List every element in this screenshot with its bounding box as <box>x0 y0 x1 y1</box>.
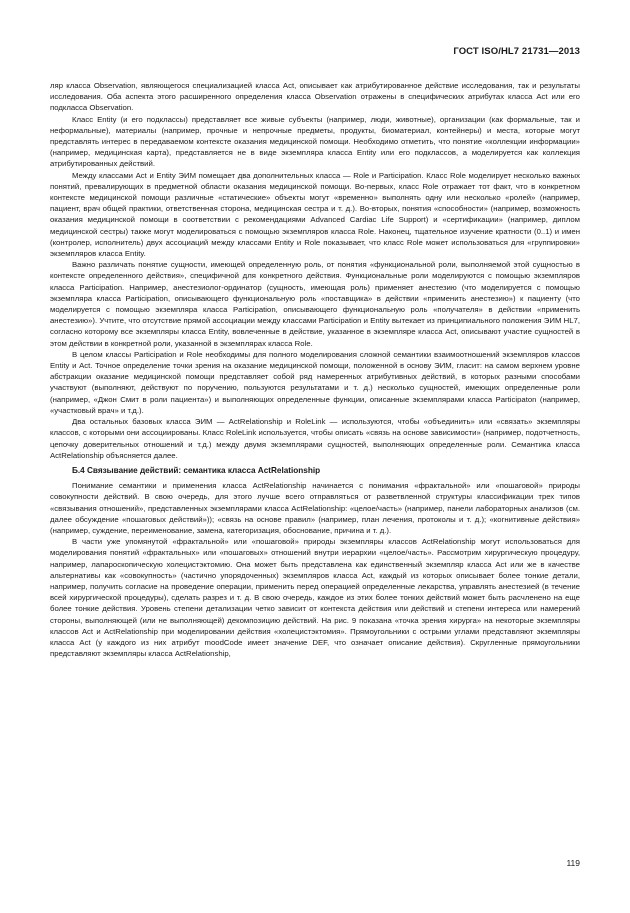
paragraph-actrelationship-semantics: Понимание семантики и применения класса ActRelationship начинается с понимания «фрактальной» или «пошаговой» природы совокупности действий. В свою очередь, для этого лучше всего отправляться от разветвленной структуры классификации трех типов «связывания отношений», представленных экземплярами класса ActRelationship: «целое/часть» (например, панели лабораторных анализов (см. далее обсуждение «пошаговых действий»)); «связь на основе правил» (например, план лечения, протоколы и т. д.); «когнитивные действия» (например, суждение, переименование, замена, категоризация, обоснование, причина и т. д.). <box>50 481 580 535</box>
paragraph-functional-roles: Важно различать понятие сущности, имеющей определенную роль, от понятия «функциональной роли, выполняемой этой сущностью в контексте определенного действия», специфичной для конкретного действия. Функциональные роли моделируются с помощью экземпляров класса Participation. Например, анестезиолог-ординатор (сущность, имеющая роль) применяет анестезию (что моделируется с помощью экземпляра класса Participation, описывающего функциональную роль «поставщика» в действии «применить анестезию») к пациенту (что моделируется с помощью экземпляра класса Participation, описывающего функциональную роль «получателя» в действии «применить анестезию»). Учтите, что отсутствие прямой ассоциации между классами Participation и Entity вытекает из принципиального положения ЭИМ HL7, согласно которому все экземпляры класса Entity, вовлеченные в действие, указанное в экземпляре класса Act, описывают участие сущностей в этом действии в конкретной роли, указанной в экземплярах класса Role. <box>50 260 580 348</box>
page-number: 119 <box>566 858 580 868</box>
paragraph-role-participation: Между классами Act и Entity ЭИМ помещает два дополнительных класса — Role и Participation. Класс Role моделирует несколько важных понятий, превалирующих в предметной области оказания медицинской помощи. Во-первых, класс Role отражает тот факт, что в конкретном контексте медицинской помощи различные «статические» объекты могут «временно» выполнять одну или несколько «ролей» (например, пациент, врач общей практики, ответственная сторона, медицинская сестра и т. д.). Во-вторых, понятия «способности» (например, возможность оказания медицинской помощи в соответствии с рекомендациями Advanced Cardiac Life Support) и «сертификации» (например, диплом медицинской сестры) также могут моделироваться с помощью экземпляров класса Role. Наконец, тщательное изучение кратности (0..1) и имен (контролер, исполнитель) двух ассоциаций между классами Entity и Role показывает, что класс Role может использоваться для «группировки» экземпляров класса Entity. <box>50 170 580 259</box>
page-body <box>50 80 580 659</box>
section-heading: Б.4 Связывание действий: семантика класса ActRelationship <box>72 465 321 475</box>
paragraph-continuation: ляр класса Observation, являющегося специализацией класса Act, описывает как атрибутированное действие исследования, так и результаты исследования. Оба аспекта этого расширенного определения класса Observation отражены в специфических атрибутах класса Act или его подкласса Observation. <box>50 81 580 113</box>
paragraph-summary-classes: В целом классы Participation и Role необходимы для полного моделирования сложной семантики взаимоотношений экземпляров классов Entity и Act. Точное определение точки зрения на оказание медицинской помощи, положенной в основу ЭИМ, гласит: на самом верхнем уровне абстракции оказание медицинской помощи представляет собой ряд намеренных атрибутивных действий, в которых разными способами участвуют (выполняют, действуют по поручению, пользуются результатами и т. д.) несколько сущностей, имеющих определенные роли (например, «Джон Смит в роли пациента») и выполняющих определенные функции, описанные экземплярами класса Participaton (например, «участковый врач» и т.д.). <box>50 349 580 415</box>
document-header: ГОСТ ISO/HL7 21731—2013 <box>453 46 580 57</box>
paragraph-fractal-nature: В части уже упомянутой «фрактальной» или «пошаговой» природы экземпляры классов ActRelationship могут использоваться для моделирования понятий «фрактальных» или «пошаговых» отношений внутри иерархии «целое/часть». Рассмотрим хирургическую процедуру, например, лапароскопическую холецистэктомию. Она может быть представлена как единственный экземпляр класса Act или же в качестве альтернативы как «совокупность» (частично упорядоченных) экземпляров класса Act, каждый из которых описывает более тонкие детали, например, получить согласие на проведение операции, применить перед операцией определенные лекарства, управлять анестезией (в течение всей хирургической процедуры), сделать разрез и т. д. В свою очередь, каждое из этих более тонких действий может быть расчленено на еще более тонкие действия. Уровень степени детализации четко зависит от контекста действия или действий и степени интереса или намерений стороны, выполняющей (или не выполняющей) декомпозицию действий. На рис. 9 показана «точка зрения хирурга» на некоторые экземпляры классов Act и ActRelationship при моделировании действия «холецистэктомия». Прямоугольники с острыми углами представляют экземпляры класса Act (у каждого из них атрибут moodCode имеет значение DEF, что означает описание действия). Скругленные прямоугольники представляют экземпляры класса ActRelationship, <box>50 537 580 659</box>
paragraph-entity-class: Класс Entity (и его подклассы) представляет все живые субъекты (например, люди, животные), организации (как формальные, так и неформальные), материалы (например, прочные и непрочные предметы, продукты, биоматериал, контейнеры) и места, которые могут представлять интерес в передаваемом контексте оказания медицинской помощи. Необходимо отметить, что понятие «коллекции информации» (например, медицинская карта), представляется не в виде экземпляра класса Entity или его подклассов, а моделируется как коллекция атрибутированных действий. <box>50 114 580 169</box>
paragraph-base-classes: Два остальных базовых класса ЭИМ — ActRelationship и RoleLink — используются, чтобы «объединить» или «связать» экземпляры классов, с которыми они ассоциированы. Класс RoleLink используется, чтобы описать «связь на основе зависимости» (например, подотчетность, цепочку доверительных отношений и т.д.) между двумя экземплярами сущностей, выполняющих определенные роли. Семантика класса ActRelationship объясняется далее. <box>50 417 580 460</box>
